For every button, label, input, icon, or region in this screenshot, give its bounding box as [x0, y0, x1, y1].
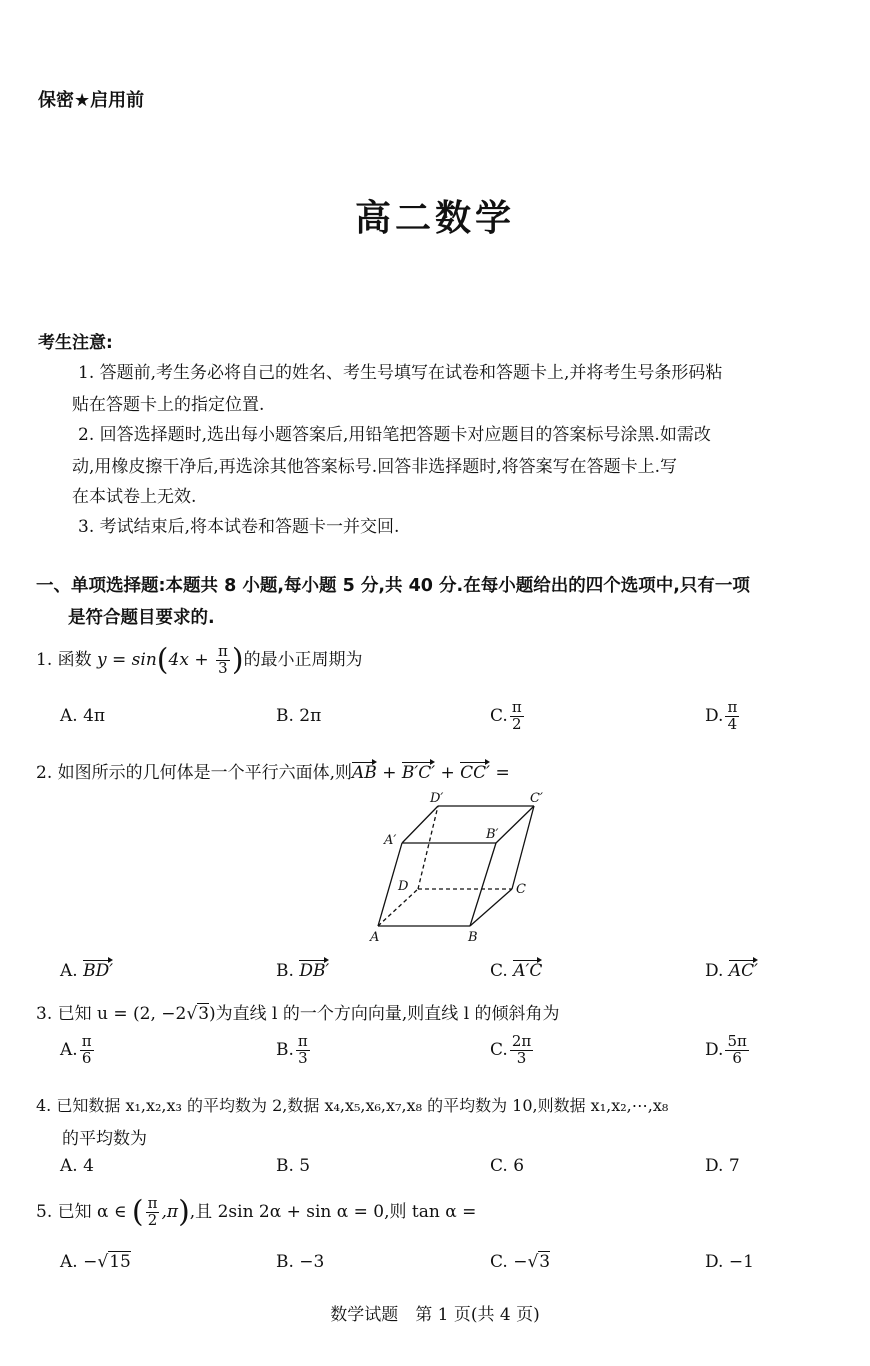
- q1-prefix: 1. 函数: [36, 649, 98, 670]
- notice-line: 贴在答题卡上的指定位置.: [72, 395, 265, 415]
- frac-den: 6: [81, 1048, 92, 1067]
- frac-den: 4: [727, 714, 738, 733]
- q5-option-c: C. −√3: [490, 1252, 551, 1272]
- q1-option-c: [490, 700, 526, 733]
- q3-option-d: [705, 1034, 751, 1067]
- section-heading-cont: 是符合题目要求的.: [68, 608, 215, 628]
- notice-line: 在本试卷上无效.: [72, 487, 197, 507]
- edge-dd1: [418, 806, 438, 889]
- q5-prefix: 5. 已知 α ∈: [36, 1201, 132, 1222]
- q3-sqrt: 3: [198, 1004, 210, 1024]
- edge-b1c1: [496, 806, 534, 843]
- sqrt-arg: 3: [539, 1252, 551, 1272]
- plus-sign: +: [376, 763, 402, 783]
- notice-line: 1. 答题前,考生务必将自己的姓名、考生号填写在试卷和答题卡上,并将考生号条形码粘: [78, 363, 723, 383]
- question-4-line1: 4. 已知数据 x₁,x₂,x₃ 的平均数为 2,数据 x₄,x₅,x₆,x₇,x₈ 的平均数为 10,则数据 x₁,x₂,⋯,x₈: [36, 1096, 669, 1115]
- q5-range-end: ,π: [161, 1201, 179, 1222]
- q2-option-d: [705, 958, 758, 981]
- frac-den: 3: [298, 1048, 308, 1067]
- question-5: 5. 已知 α ∈ ( $\frac{\pi}{2}$ ,π),且 2sin 2α + sin α = 0,则 tan α =: [36, 1194, 477, 1230]
- q1-option-d: [705, 700, 741, 733]
- label-c1: C′: [530, 791, 543, 806]
- q5-option-a: A. −√15: [60, 1252, 131, 1272]
- vector-db1: DB′: [299, 958, 329, 981]
- plus-sign: +: [435, 763, 461, 783]
- vector-ac1: AC′: [729, 958, 758, 981]
- q3-option-c: [490, 1034, 535, 1067]
- notice-heading: 考生注意:: [38, 333, 113, 353]
- label-c: C: [516, 882, 526, 897]
- label-a1: A′: [384, 833, 397, 848]
- option-label: C.: [490, 961, 508, 981]
- q5-option-b: B. −3: [276, 1252, 325, 1272]
- page-footer: 数学试题 第 1 页(共 4 页): [330, 1305, 540, 1325]
- option-label: B.: [276, 1039, 294, 1060]
- equals-sign: =: [490, 763, 510, 783]
- q5-suffix: ,且 2sin 2α + sin α = 0,则 tan α =: [189, 1201, 477, 1222]
- q2-prefix: 2. 如图所示的几何体是一个平行六面体,则: [36, 763, 353, 783]
- option-label: D.: [705, 1039, 724, 1060]
- option-label: C.: [490, 705, 508, 726]
- frac-num: 2π: [511, 1032, 532, 1050]
- q1-option-a: A. 4π: [60, 706, 106, 726]
- q1-frac-num: π: [217, 642, 228, 660]
- q1-frac-den: 3: [218, 658, 228, 677]
- vector-ab: AB: [352, 760, 377, 783]
- vector-cc1: CC′: [460, 760, 490, 783]
- q2-option-b: [276, 958, 329, 981]
- frac-num: π: [81, 1032, 92, 1050]
- q1-suffix: 的最小正周期为: [243, 649, 363, 670]
- label-b1: B′: [486, 827, 499, 842]
- label-d1: D′: [430, 791, 444, 806]
- frac-num: π: [511, 698, 522, 716]
- label-b: B: [468, 930, 478, 945]
- q3-option-a: [60, 1034, 96, 1067]
- option-label: C.: [490, 1039, 508, 1060]
- q1-option-b: B. 2π: [276, 706, 322, 726]
- option-label: D.: [705, 961, 724, 981]
- sqrt-arg: 15: [109, 1252, 131, 1272]
- notice-line: 2. 回答选择题时,选出每小题答案后,用铅笔把答题卡对应题目的答案标号涂黑.如需改: [78, 425, 711, 445]
- question-3: 3. 已知 u = (2, −2√3)为直线 l 的一个方向向量,则直线 l 的倾斜角为: [36, 1004, 560, 1024]
- vector-bd1: BD′: [83, 958, 113, 981]
- notice-line: 动,用橡皮擦干净后,再选涂其他答案标号.回答非选择题时,将答案写在答题卡上.写: [72, 457, 678, 477]
- frac-den: 2: [147, 1210, 158, 1229]
- option-label: A.: [60, 961, 78, 981]
- page-title: 高二数学: [354, 198, 515, 239]
- frac-num: π: [727, 698, 738, 716]
- option-label: C. −: [490, 1252, 528, 1272]
- question-1: 1. 函数 y = sin(4x + $\frac{\pi}{3}$ )的最小正周期为: [36, 642, 363, 678]
- edge-cc1: [512, 806, 534, 889]
- section-heading: 一、单项选择题:本题共 8 小题,每小题 5 分,共 40 分.在每小题给出的四个选项中,只有一项: [36, 576, 750, 596]
- q5-option-d: D. −1: [705, 1252, 754, 1272]
- q1-fn: y = sin: [97, 649, 157, 670]
- q2-option-c: [490, 958, 542, 981]
- option-label: A. −: [60, 1252, 98, 1272]
- notice-line: 3. 考试结束后,将本试卷和答题卡一并交回.: [78, 517, 400, 537]
- edge-bb1: [470, 843, 496, 926]
- label-a: A: [370, 930, 380, 945]
- option-label: A.: [60, 1039, 78, 1060]
- option-label: D.: [705, 705, 724, 726]
- label-d: D: [398, 879, 409, 894]
- confidential-mark: 保密★启用前: [38, 90, 145, 111]
- frac-num: π: [147, 1194, 158, 1212]
- question-2: [36, 758, 510, 783]
- frac-den: 6: [732, 1048, 742, 1067]
- option-label: B.: [276, 961, 294, 981]
- question-4-line2: 的平均数为: [62, 1129, 147, 1149]
- q3-option-b: [276, 1034, 312, 1067]
- frac-num: 5π: [727, 1032, 747, 1050]
- vector-b1c1: B′C′: [402, 760, 435, 783]
- edge-a1d1: [402, 806, 438, 843]
- frac-den: 2: [511, 714, 522, 733]
- q3-prefix: 3. 已知 u = (2, −2: [36, 1004, 187, 1024]
- parallelepiped-figure: [360, 786, 560, 946]
- vector-a1c: A′C: [513, 958, 542, 981]
- q1-inner: 4x +: [168, 649, 214, 670]
- q4-option-d: D. 7: [705, 1156, 740, 1176]
- q4-option-b: B. 5: [276, 1156, 311, 1176]
- q3-text: )为直线 l 的一个方向向量,则直线 l 的倾斜角为: [209, 1004, 560, 1024]
- q4-option-c: C. 6: [490, 1156, 525, 1176]
- q4-option-a: A. 4: [60, 1156, 94, 1176]
- frac-num: π: [297, 1032, 308, 1050]
- frac-den: 3: [516, 1048, 527, 1067]
- q2-option-a: [60, 958, 113, 981]
